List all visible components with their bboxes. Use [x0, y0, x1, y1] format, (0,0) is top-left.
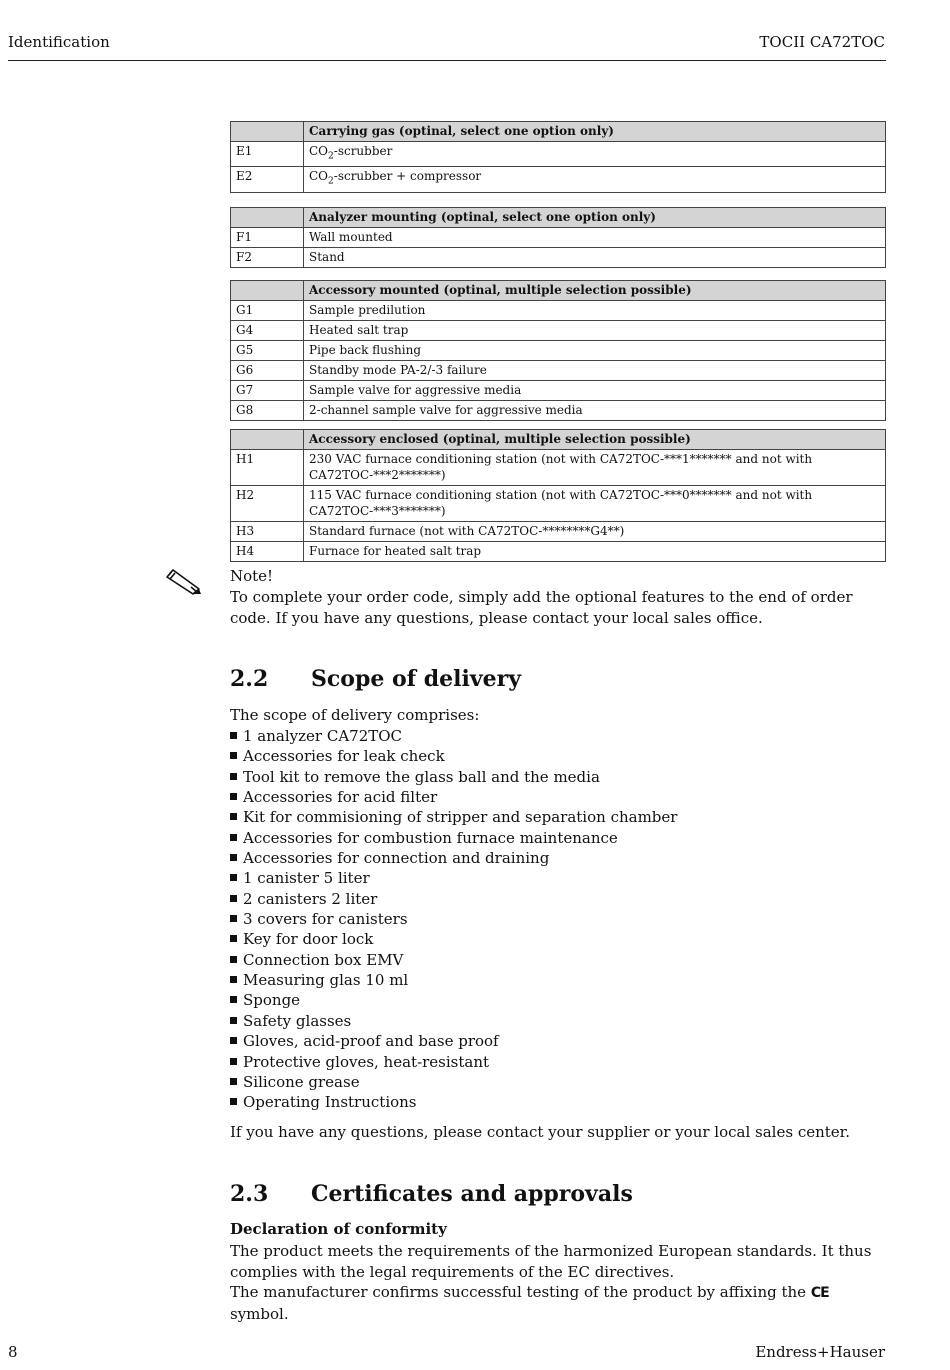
table-row [231, 321, 886, 341]
declaration-paragraph: The product meets the requirements of the harmonized European standards. It thus complies with the legal requirements of the EC directives. [230, 1242, 872, 1281]
table-title: Accessory mounted (optinal, multiple selection possible) [304, 281, 886, 301]
option-code: E1 [231, 142, 304, 167]
table-header-code [231, 208, 304, 228]
option-code: H3 [231, 522, 304, 542]
scope-intro: The scope of delivery comprises: [230, 706, 480, 724]
list-item: Operating Instructions [230, 1092, 677, 1112]
list-item: Gloves, acid-proof and base proof [230, 1031, 677, 1051]
table-row [231, 450, 886, 486]
list-item: Accessories for leak check [230, 746, 677, 766]
option-code: H4 [231, 542, 304, 562]
list-item: Kit for commisioning of stripper and separation chamber [230, 807, 677, 827]
table-row [231, 522, 886, 542]
list-item: Silicone grease [230, 1072, 677, 1092]
scope-of-delivery-list [230, 726, 677, 1113]
header-divider [8, 60, 886, 61]
option-description: Sample valve for aggressive media [304, 381, 886, 401]
option-description: Heated salt trap [304, 321, 886, 341]
option-description: Stand [304, 248, 886, 268]
option-description: Wall mounted [304, 228, 886, 248]
option-code: G6 [231, 361, 304, 381]
option-description: $CO_2$-scrubber + compressor [304, 167, 886, 192]
list-item: Protective gloves, heat-resistant [230, 1052, 677, 1072]
table-header-code [231, 430, 304, 450]
ce-mark-icon: CE [810, 1285, 829, 1301]
option-code: G7 [231, 381, 304, 401]
section-title: Certificates and approvals [311, 1181, 633, 1207]
list-item: 1 canister 5 liter [230, 868, 677, 888]
table-row [231, 542, 886, 562]
list-item: 1 analyzer CA72TOC [230, 726, 677, 746]
table-row [231, 248, 886, 268]
table-row [231, 341, 886, 361]
table-row [231, 142, 886, 167]
option-description: Standby mode PA-2/-3 failure [304, 361, 886, 381]
option-description: $CO_2$-scrubber [304, 142, 886, 167]
table-header-row [231, 122, 886, 142]
list-item: Tool kit to remove the glass ball and the media [230, 767, 677, 787]
option-code: E2 [231, 167, 304, 192]
list-item: Accessories for connection and draining [230, 848, 677, 868]
list-item: Safety glasses [230, 1011, 677, 1031]
option-description: 230 VAC furnace conditioning station (not with CA72TOC-***1******* and not with CA72TOC-***2*******) [304, 450, 886, 486]
option-description: 2-channel sample valve for aggressive media [304, 401, 886, 421]
list-item: 2 canisters 2 liter [230, 889, 677, 909]
carrying-gas-table [230, 121, 886, 193]
table-header-row [231, 281, 886, 301]
table-row [231, 167, 886, 192]
option-code: H2 [231, 486, 304, 522]
list-item: Accessories for acid filter [230, 787, 677, 807]
table-row [231, 401, 886, 421]
note-title: Note! [230, 567, 274, 585]
scope-closing-text: If you have any questions, please contact your supplier or your local sales center. [230, 1123, 850, 1141]
table-header-code [231, 281, 304, 301]
option-code: G4 [231, 321, 304, 341]
table-row [231, 301, 886, 321]
section-number: 2.3 [230, 1181, 269, 1207]
section-number: 2.2 [230, 666, 269, 692]
list-item: Accessories for combustion furnace maintenance [230, 828, 677, 848]
list-item: 3 covers for canisters [230, 909, 677, 929]
option-code: F2 [231, 248, 304, 268]
option-code: G5 [231, 341, 304, 361]
option-description: Pipe back flushing [304, 341, 886, 361]
table-header-row [231, 430, 886, 450]
table-header-code [231, 122, 304, 142]
list-item: Measuring glas 10 ml [230, 970, 677, 990]
table-row [231, 228, 886, 248]
section-title: Scope of delivery [311, 666, 522, 692]
footer-brand: Endress+Hauser [755, 1343, 885, 1361]
option-code: G8 [231, 401, 304, 421]
declaration-text [230, 1241, 890, 1324]
table-row [231, 486, 886, 522]
list-item: Sponge [230, 990, 677, 1010]
list-item: Connection box EMV [230, 950, 677, 970]
accessory-enclosed-table [230, 429, 886, 562]
table-title: Accessory enclosed (optinal, multiple selection possible) [304, 430, 886, 450]
table-title: Analyzer mounting (optinal, select one option only) [304, 208, 886, 228]
option-description: Furnace for heated salt trap [304, 542, 886, 562]
note-text: To complete your order code, simply add the optional features to the end of order code. If you have any questions, please contact your local sales office. [230, 588, 853, 627]
declaration-paragraph: The manufacturer confirms successful testing of the product by affixing the CE symbol. [230, 1283, 829, 1323]
option-code: G1 [231, 301, 304, 321]
table-row [231, 361, 886, 381]
header-section-title: Identification [8, 33, 110, 51]
table-row [231, 381, 886, 401]
option-description: Standard furnace (not with CA72TOC-********G4**) [304, 522, 886, 542]
option-code: F1 [231, 228, 304, 248]
list-item: Key for door lock [230, 929, 677, 949]
page-number: 8 [8, 1343, 18, 1361]
analyzer-mounting-table [230, 207, 886, 268]
header-product-name: TOCII CA72TOC [759, 33, 885, 51]
pencil-note-icon [163, 565, 203, 595]
accessory-mounted-table [230, 280, 886, 421]
section-heading-certificates [230, 1181, 633, 1207]
option-description: Sample predilution [304, 301, 886, 321]
declaration-title: Declaration of conformity [230, 1220, 447, 1238]
table-header-row [231, 208, 886, 228]
option-code: H1 [231, 450, 304, 486]
section-heading-scope-of-delivery [230, 666, 521, 692]
option-description: 115 VAC furnace conditioning station (not with CA72TOC-***0******* and not with CA72TOC-***3*******) [304, 486, 886, 522]
table-title: Carrying gas (optinal, select one option only) [304, 122, 886, 142]
